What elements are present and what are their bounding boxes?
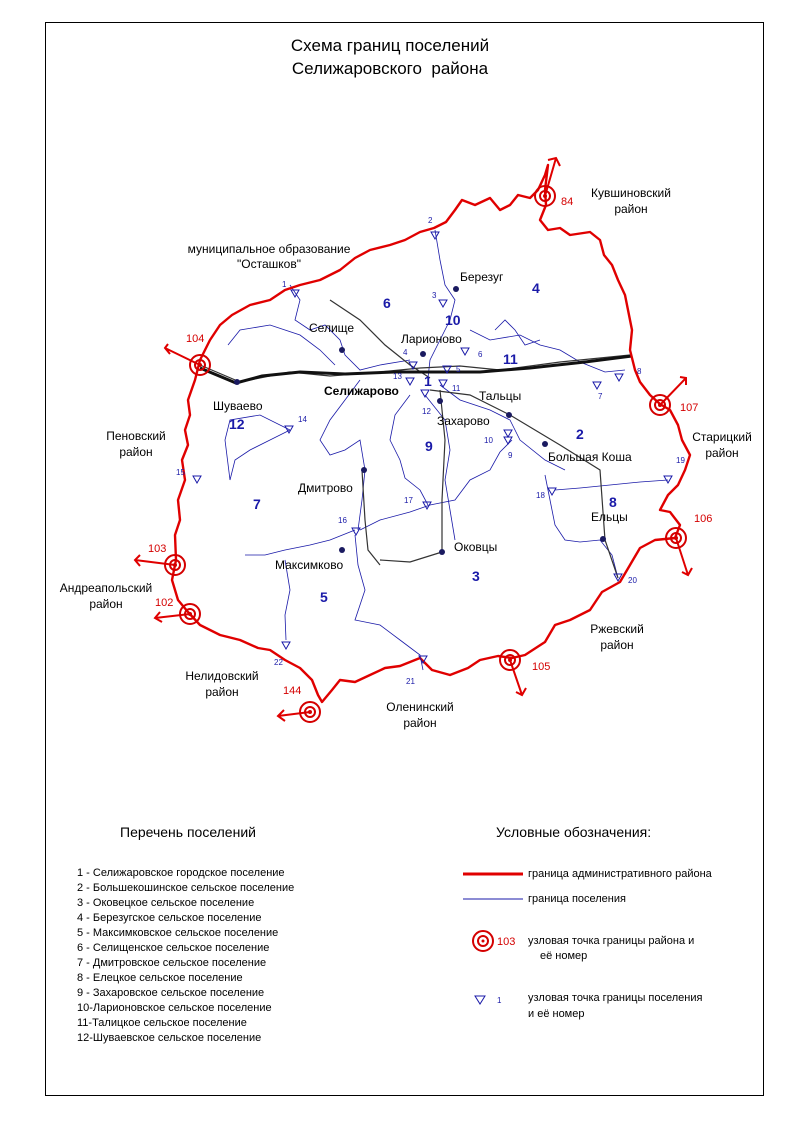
legend-settlement-border-label: граница поселения	[528, 893, 626, 905]
center-label-selizharovo: Селижарово	[324, 384, 399, 398]
legend-district-node-icon	[473, 931, 493, 951]
legend-district-border-label: граница административного района	[528, 868, 712, 880]
settlement-node-number: 6	[478, 350, 483, 359]
settlement-node-number: 16	[338, 516, 347, 525]
settlement-node-triangle-icon	[664, 476, 672, 483]
village-dot-icon	[453, 286, 459, 292]
title-line-1: Схема границ поселений	[290, 36, 490, 55]
settlement-node-number: 8	[637, 367, 642, 376]
settlement-node-triangle-icon	[193, 476, 201, 483]
neighbor-label-penovo: Пеновский	[106, 429, 166, 443]
neighbor-label-ostashkov: "Осташков"	[237, 257, 301, 271]
village-label-berezug: Березуг	[460, 270, 504, 284]
settlement-list	[77, 866, 294, 1046]
village-label-eltsy: Ельцы	[591, 510, 628, 524]
settlement-numbers	[229, 280, 617, 605]
neighbor-label-kuvshinovo: район	[614, 202, 648, 216]
arrow-104	[165, 344, 200, 365]
settlement-number: 7	[253, 496, 261, 512]
settlement-number: 1	[424, 373, 432, 389]
settlement-node-number: 18	[536, 491, 545, 500]
settlement-node-number: 21	[406, 677, 415, 686]
district-node-number: 102	[155, 597, 174, 609]
neighbor-label-staritsa: район	[705, 446, 739, 460]
legend-settlement-node-sample: 1	[497, 996, 502, 1005]
road	[380, 552, 442, 562]
settlement-node-triangle-icon	[421, 390, 429, 397]
village-label-dmitrovo: Дмитрово	[298, 481, 353, 495]
settlement-border-line	[285, 560, 290, 640]
settlement-node-number: 5	[456, 365, 461, 374]
village-dot-icon	[439, 549, 445, 555]
settlement-node-triangle-icon	[439, 300, 447, 307]
neighbor-label-olenino: район	[403, 716, 437, 730]
settlement-node-triangle-icon	[548, 488, 556, 495]
neighbor-label-staritsa: Старицкий	[692, 430, 752, 444]
neighbor-label-kuvshinovo: Кувшиновский	[591, 186, 671, 200]
district-node-number: 106	[694, 513, 713, 525]
settlement-border-line	[355, 535, 423, 670]
legend-settlement-node-icon	[475, 996, 485, 1004]
neighbor-label-nelidovo: Нелидовский	[185, 669, 259, 683]
settlement-number: 10	[445, 312, 461, 328]
legend-heading: Условные обозначения:	[496, 824, 652, 840]
list-item: 8 - Елецкое сельское поселение	[77, 972, 243, 984]
list-heading: Перечень поселений	[120, 824, 256, 840]
settlement-border-line	[245, 530, 355, 555]
village-dots	[234, 286, 606, 555]
settlement-node-number: 15	[176, 468, 185, 477]
district-node-number: 105	[532, 661, 551, 673]
settlement-node-triangle-icon	[461, 348, 469, 355]
legend-symbols	[455, 860, 535, 1030]
village-dot-icon	[437, 398, 443, 404]
district-node-number: 103	[148, 543, 167, 555]
neighbor-label-penovo: район	[119, 445, 153, 459]
settlement-number: 6	[383, 295, 391, 311]
settlement-node-triangle-icon	[439, 380, 447, 387]
village-labels	[213, 270, 632, 572]
district-node-number: 107	[680, 402, 699, 414]
settlement-node-number: 19	[676, 456, 685, 465]
village-label-okovtsy: Оковцы	[454, 540, 498, 554]
legend-district-node-label-2: её номер	[540, 950, 588, 962]
list-item: 5 - Максимковское сельское поселение	[77, 927, 279, 939]
settlement-node-triangle-icon	[504, 437, 512, 444]
legend-settlement-node-label-1: узловая точка границы поселения	[528, 992, 703, 1004]
village-dot-icon	[542, 441, 548, 447]
settlement-node-triangle-icon	[431, 232, 439, 239]
settlement-border-line	[320, 380, 365, 530]
settlement-node-number: 9	[508, 451, 513, 460]
village-dot-icon	[339, 347, 345, 353]
settlement-number: 2	[576, 426, 584, 442]
village-dot-icon	[339, 547, 345, 553]
neighbor-label-andreapol: Андреапольский	[59, 581, 153, 595]
legend-district-node-label-1: узловая точка границы района и	[528, 935, 695, 947]
settlement-node-triangle-icon	[282, 642, 290, 649]
list-item: 1 - Селижаровское городское поселение	[77, 867, 285, 879]
district-node-target-icon	[650, 395, 670, 415]
district-node-number: 104	[186, 333, 205, 345]
list-item: 9 - Захаровское сельское поселение	[77, 987, 265, 999]
village-label-selishche: Селище	[309, 321, 355, 335]
village-dot-icon	[600, 536, 606, 542]
village-dot-icon	[506, 412, 512, 418]
settlement-node-number: 1	[282, 280, 287, 289]
neighbor-label-andreapol: район	[89, 597, 123, 611]
settlement-node-triangle-icon	[291, 290, 299, 297]
neighbor-label-olenino: Оленинский	[386, 700, 454, 714]
village-dot-icon	[420, 351, 426, 357]
neighbor-labels	[60, 186, 752, 730]
settlement-number: 11	[503, 351, 518, 367]
neighbor-label-rzhev: район	[600, 638, 634, 652]
legend-district-node-sample: 103	[497, 936, 516, 948]
list-item: 2 - Большекошинское сельское поселение	[77, 882, 295, 894]
settlement-node-triangle-icon	[504, 430, 512, 437]
settlement-node-number: 22	[274, 658, 283, 667]
settlement-node-number: 7	[598, 392, 603, 401]
village-label-zakharovo: Захарово	[437, 414, 490, 428]
settlement-node-number: 20	[628, 576, 637, 585]
settlement-node-number: 10	[484, 436, 493, 445]
legend-settlement-node-label-2: и её номер	[528, 1008, 585, 1020]
settlement-node-triangle-icon	[352, 528, 360, 535]
settlement-node-number: 11	[452, 384, 461, 393]
settlement-border-line	[545, 475, 618, 578]
list-item: 3 - Оковецкое сельское поселение	[77, 897, 255, 909]
list-item: 11-Талицкое сельское поселение	[77, 1017, 247, 1029]
settlement-number: 12	[229, 416, 245, 432]
settlement-border-line	[360, 440, 512, 530]
settlement-node-number: 2	[428, 216, 433, 225]
district-node-number: 84	[561, 196, 574, 208]
settlement-node-number: 17	[404, 496, 413, 505]
village-label-taltsy: Тальцы	[479, 389, 522, 403]
list-item: 4 - Березугское сельское поселение	[77, 912, 262, 924]
settlement-number: 9	[425, 438, 433, 454]
district-node-target-icon	[500, 650, 520, 670]
settlement-node-number: 13	[393, 372, 402, 381]
village-dot-icon	[361, 467, 367, 473]
neighbor-label-rzhev: Ржевский	[590, 622, 644, 636]
neighbor-label-ostashkov: муниципальное образование	[187, 242, 351, 256]
list-item: 12-Шуваевское сельское поселение	[77, 1032, 262, 1044]
settlement-number: 4	[532, 280, 540, 296]
village-label-maksimkovo: Максимково	[275, 558, 344, 572]
settlement-node-number: 14	[298, 415, 307, 424]
settlement-node-triangle-icon	[406, 378, 414, 385]
settlement-node-triangle-icon	[615, 374, 623, 381]
district-node-number: 144	[283, 685, 302, 697]
village-label-shuvaevo: Шуваево	[213, 399, 263, 413]
road	[362, 470, 380, 565]
village-label-larionovo: Ларионово	[401, 332, 462, 346]
settlement-node-number: 12	[422, 407, 431, 416]
settlement-number: 5	[320, 589, 328, 605]
settlement-border-line	[555, 480, 668, 490]
neighbor-label-nelidovo: район	[205, 685, 239, 699]
title-line-2: Селижаровского района	[291, 59, 489, 78]
list-item: 7 - Дмитровское сельское поселение	[77, 957, 267, 969]
settlement-node-number: 3	[432, 291, 437, 300]
village-label-bolshaya-kosha: Большая Коша	[548, 450, 632, 464]
list-item: 10-Ларионовское сельское поселение	[77, 1002, 272, 1014]
settlement-number: 3	[472, 568, 480, 584]
village-dot-icon	[234, 379, 240, 385]
settlement-node-number: 4	[403, 348, 408, 357]
settlement-node-triangle-icon	[593, 382, 601, 389]
list-item: 6 - Селищенское сельское поселение	[77, 942, 270, 954]
settlement-number: 8	[609, 494, 617, 510]
